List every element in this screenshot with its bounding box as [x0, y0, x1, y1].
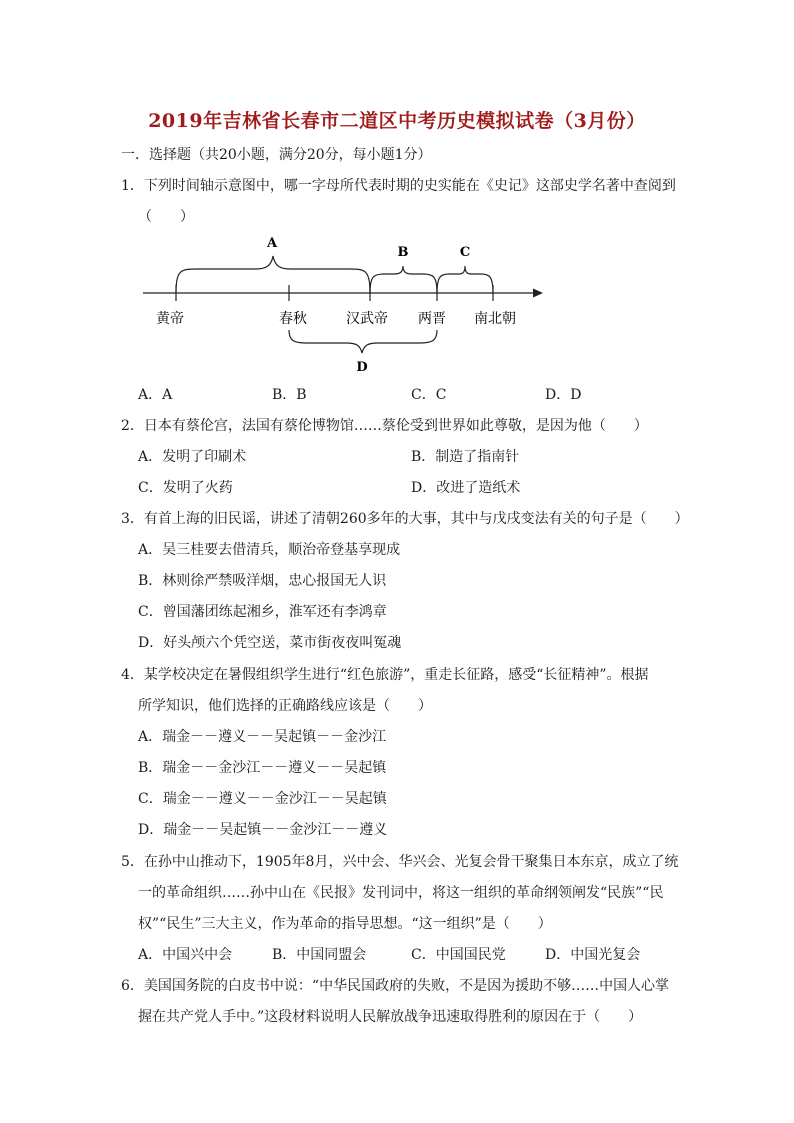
brace-label-a: A — [266, 236, 278, 251]
question-5-option-b: B．中国同盟会 — [272, 947, 367, 963]
point-label-hanwudi: 汉武帝 — [346, 311, 388, 327]
question-4-option-b: B．瑞金－－金沙江－－遵义－－吴起镇 — [138, 760, 387, 776]
question-3-stem-line-1: 3．有首上海的旧民谣，讲述了清朝260多年的大事，其中与戊戌变法有关的句子是（ ） — [121, 511, 689, 527]
page-title: 2019年吉林省长春市二道区中考历史模拟试卷（3月份） — [148, 110, 646, 132]
question-6-stem-line-1: 6．美国国务院的白皮书中说：“中华民国政府的失败，不是因为援助不够……中国人心掌 — [121, 978, 670, 994]
question-1-option-a: A．A — [138, 387, 173, 403]
question-3-option-b: B．林则徐严禁吸洋烟，忠心报国无人识 — [138, 573, 387, 589]
question-5-option-d: D．中国光复会 — [545, 947, 641, 963]
brace-label-c: C — [459, 245, 471, 260]
question-2-stem-line-1: 2．日本有蔡伦宫，法国有蔡伦博物馆……蔡伦受到世界如此尊敬，是因为他（ ） — [121, 418, 648, 434]
question-2-option-a: A．发明了印刷术 — [138, 449, 247, 465]
point-label-huangdi: 黄帝 — [156, 311, 184, 327]
question-4-option-a: A．瑞金－－遵义－－吴起镇－－金沙江 — [138, 729, 387, 745]
brace-d — [289, 330, 437, 353]
question-6-stem-line-2: 握在共产党人手中。”这段材料说明人民解放战争迅速取得胜利的原因在于（ ） — [138, 1009, 643, 1025]
question-4-stem-line-2: 所学知识，他们选择的正确路线应该是（ ） — [138, 698, 432, 714]
question-1-option-c: C．C — [411, 387, 447, 403]
point-label-chunqiu: 春秋 — [279, 311, 307, 327]
question-2-option-c: C．发明了火药 — [138, 480, 233, 496]
point-label-liangjin: 两晋 — [418, 311, 446, 327]
brace-label-d: D — [356, 360, 368, 375]
question-5-stem-line-2: 一的革命组织……孙中山在《民报》发刊词中，将这一组织的革命纲领阐发“民族”“民 — [138, 885, 664, 901]
question-1-option-b: B．B — [272, 387, 307, 403]
question-5-stem-line-1: 5．在孙中山推动下，1905年8月，兴中会、华兴会、光复会骨干聚集日本东京，成立了统 — [121, 854, 679, 870]
question-3-option-d: D．好头颅六个凭空送，菜市街夜夜叫冤魂 — [138, 635, 402, 651]
brace-b — [370, 266, 437, 293]
question-5-option-c: C．中国国民党 — [411, 947, 506, 963]
question-3-option-a: A．吴三桂要去借清兵，顺治帝登基享现成 — [138, 542, 401, 558]
question-5-stem-line-3: 权”“民生”三大主义，作为革命的指导思想。“这一组织”是（ ） — [138, 916, 552, 932]
question-1-option-d: D．D — [545, 387, 582, 403]
timeline-diagram — [0, 0, 794, 400]
question-4-option-d: D．瑞金－－吴起镇－－金沙江－－遵义 — [138, 822, 388, 838]
question-2-option-d: D．改进了造纸术 — [411, 480, 521, 496]
question-1-stem-line-2: （ ） — [138, 209, 194, 225]
section-heading: 一．选择题（共20小题，满分20分，每小题1分） — [121, 147, 432, 163]
question-4-option-c: C．瑞金－－遵义－－金沙江－－吴起镇 — [138, 791, 387, 807]
timeline-arrowhead — [533, 289, 543, 298]
brace-label-b: B — [397, 245, 409, 260]
brace-c — [437, 266, 493, 293]
question-2-option-b: B．制造了指南针 — [411, 449, 520, 465]
question-5-option-a: A．中国兴中会 — [138, 947, 233, 963]
question-1-stem-line-1: 1．下列时间轴示意图中，哪一字母所代表时期的史实能在《史记》这部史学名著中查阅到 — [121, 178, 676, 194]
question-3-option-c: C．曾国藩团练起湘乡，淮军还有李鸿章 — [138, 604, 387, 620]
point-label-nanbeichao: 南北朝 — [474, 311, 516, 327]
brace-a — [176, 256, 370, 293]
question-4-stem-line-1: 4．某学校决定在暑假组织学生进行“红色旅游”，重走长征路，感受“长征精神”。根据 — [121, 667, 649, 683]
